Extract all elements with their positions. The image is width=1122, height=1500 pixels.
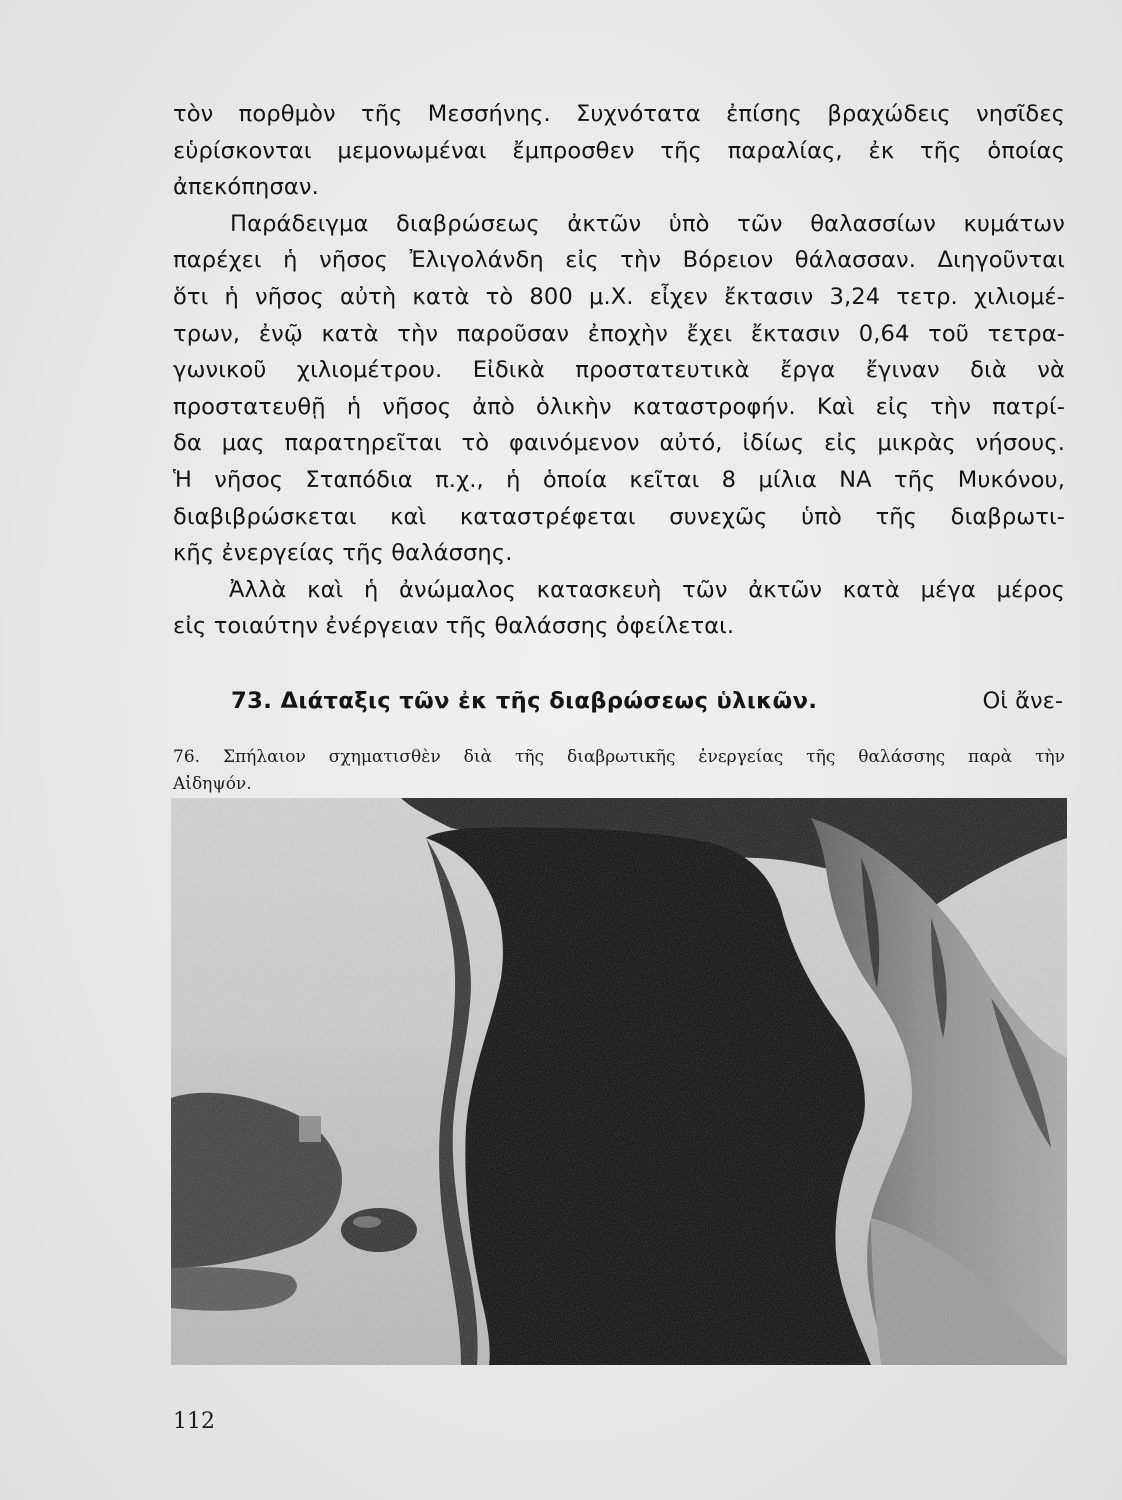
text-line: κῆς ἐνεργείας τῆς θαλάσσης. [173, 540, 513, 567]
text-line: ἀπεκόπησαν. [173, 174, 319, 201]
sea-cave-photo-illustration [171, 798, 1067, 1365]
section-heading-title: 73. Διάταξις τῶν ἐκ τῆς διαβρώσεως ὑλικῶν. [231, 688, 818, 714]
figure-caption [173, 744, 1065, 798]
section-heading [231, 683, 1065, 719]
sea-cave-photo [171, 798, 1067, 1365]
section-heading-continuation: Οἱ ἄνε- [982, 688, 1063, 714]
text-line: Ἀλλὰ καὶ ἡ ἀνώμαλος κατασκευὴ τῶν ἀκτῶν κατὰ μέγα μέρος [229, 576, 1065, 603]
figure-caption-line: 76. Σπήλαιον σχηματισθὲν διὰ τῆς διαβρωτικῆς ἐνεργείας τῆς θαλάσσης παρὰ τὴν [173, 747, 1065, 767]
page-number: 112 [173, 1409, 215, 1434]
text-line: γωνικοῦ χιλιομέτρου. Εἰδικὰ προστατευτικὰ ἔργα ἔγιναν διὰ νὰ [173, 357, 1065, 384]
figure-caption-line: Αἰδηψόν. [173, 774, 252, 794]
body-text [173, 96, 1065, 645]
text-line: διαβιβρώσκεται καὶ καταστρέφεται συνεχῶς ὑπὸ τῆς διαβρωτι- [173, 503, 1065, 530]
text-line: τρων, ἐνῷ κατὰ τὴν παροῦσαν ἐποχὴν ἔχει ἔκτασιν 0,64 τοῦ τετρα- [173, 320, 1065, 347]
text-line: ὅτι ἡ νῆσος αὐτὴ κατὰ τὸ 800 μ.Χ. εἶχεν ἔκτασιν 3,24 τετρ. χιλιομέ- [173, 283, 1065, 310]
text-line: προστατευθῇ ἡ νῆσος ἀπὸ ὁλικὴν καταστροφήν. Καὶ εἰς τὴν πατρί- [173, 393, 1065, 420]
photo-grain [171, 798, 1067, 1365]
text-line: εὑρίσκονται μεμονωμέναι ἔμπροσθεν τῆς παραλίας, ἐκ τῆς ὁποίας [173, 137, 1065, 164]
text-line: εἰς τοιαύτην ἐνέργειαν τῆς θαλάσσης ὀφείλεται. [173, 613, 735, 640]
text-line: παρέχει ἡ νῆσος Ἐλιγολάνδη εἰς τὴν Βόρειον θάλασσαν. Διηγοῦνται [173, 247, 1065, 274]
text-line: Παράδειγμα διαβρώσεως ἀκτῶν ὑπὸ τῶν θαλασσίων κυμάτων [230, 210, 1065, 237]
text-line: Ἡ νῆσος Σταπόδια π.χ., ἡ ὁποία κεῖται 8 μίλια ΝΑ τῆς Μυκόνου, [173, 466, 1065, 493]
text-line: τὸν πορθμὸν τῆς Μεσσήνης. Συχνότατα ἐπίσης βραχώδεις νησῖδες [173, 101, 1065, 127]
text-line: δα μας παρατηρεῖται τὸ φαινόμενον αὐτό, ἰδίως εἰς μικρὰς νήσους. [173, 430, 1065, 457]
